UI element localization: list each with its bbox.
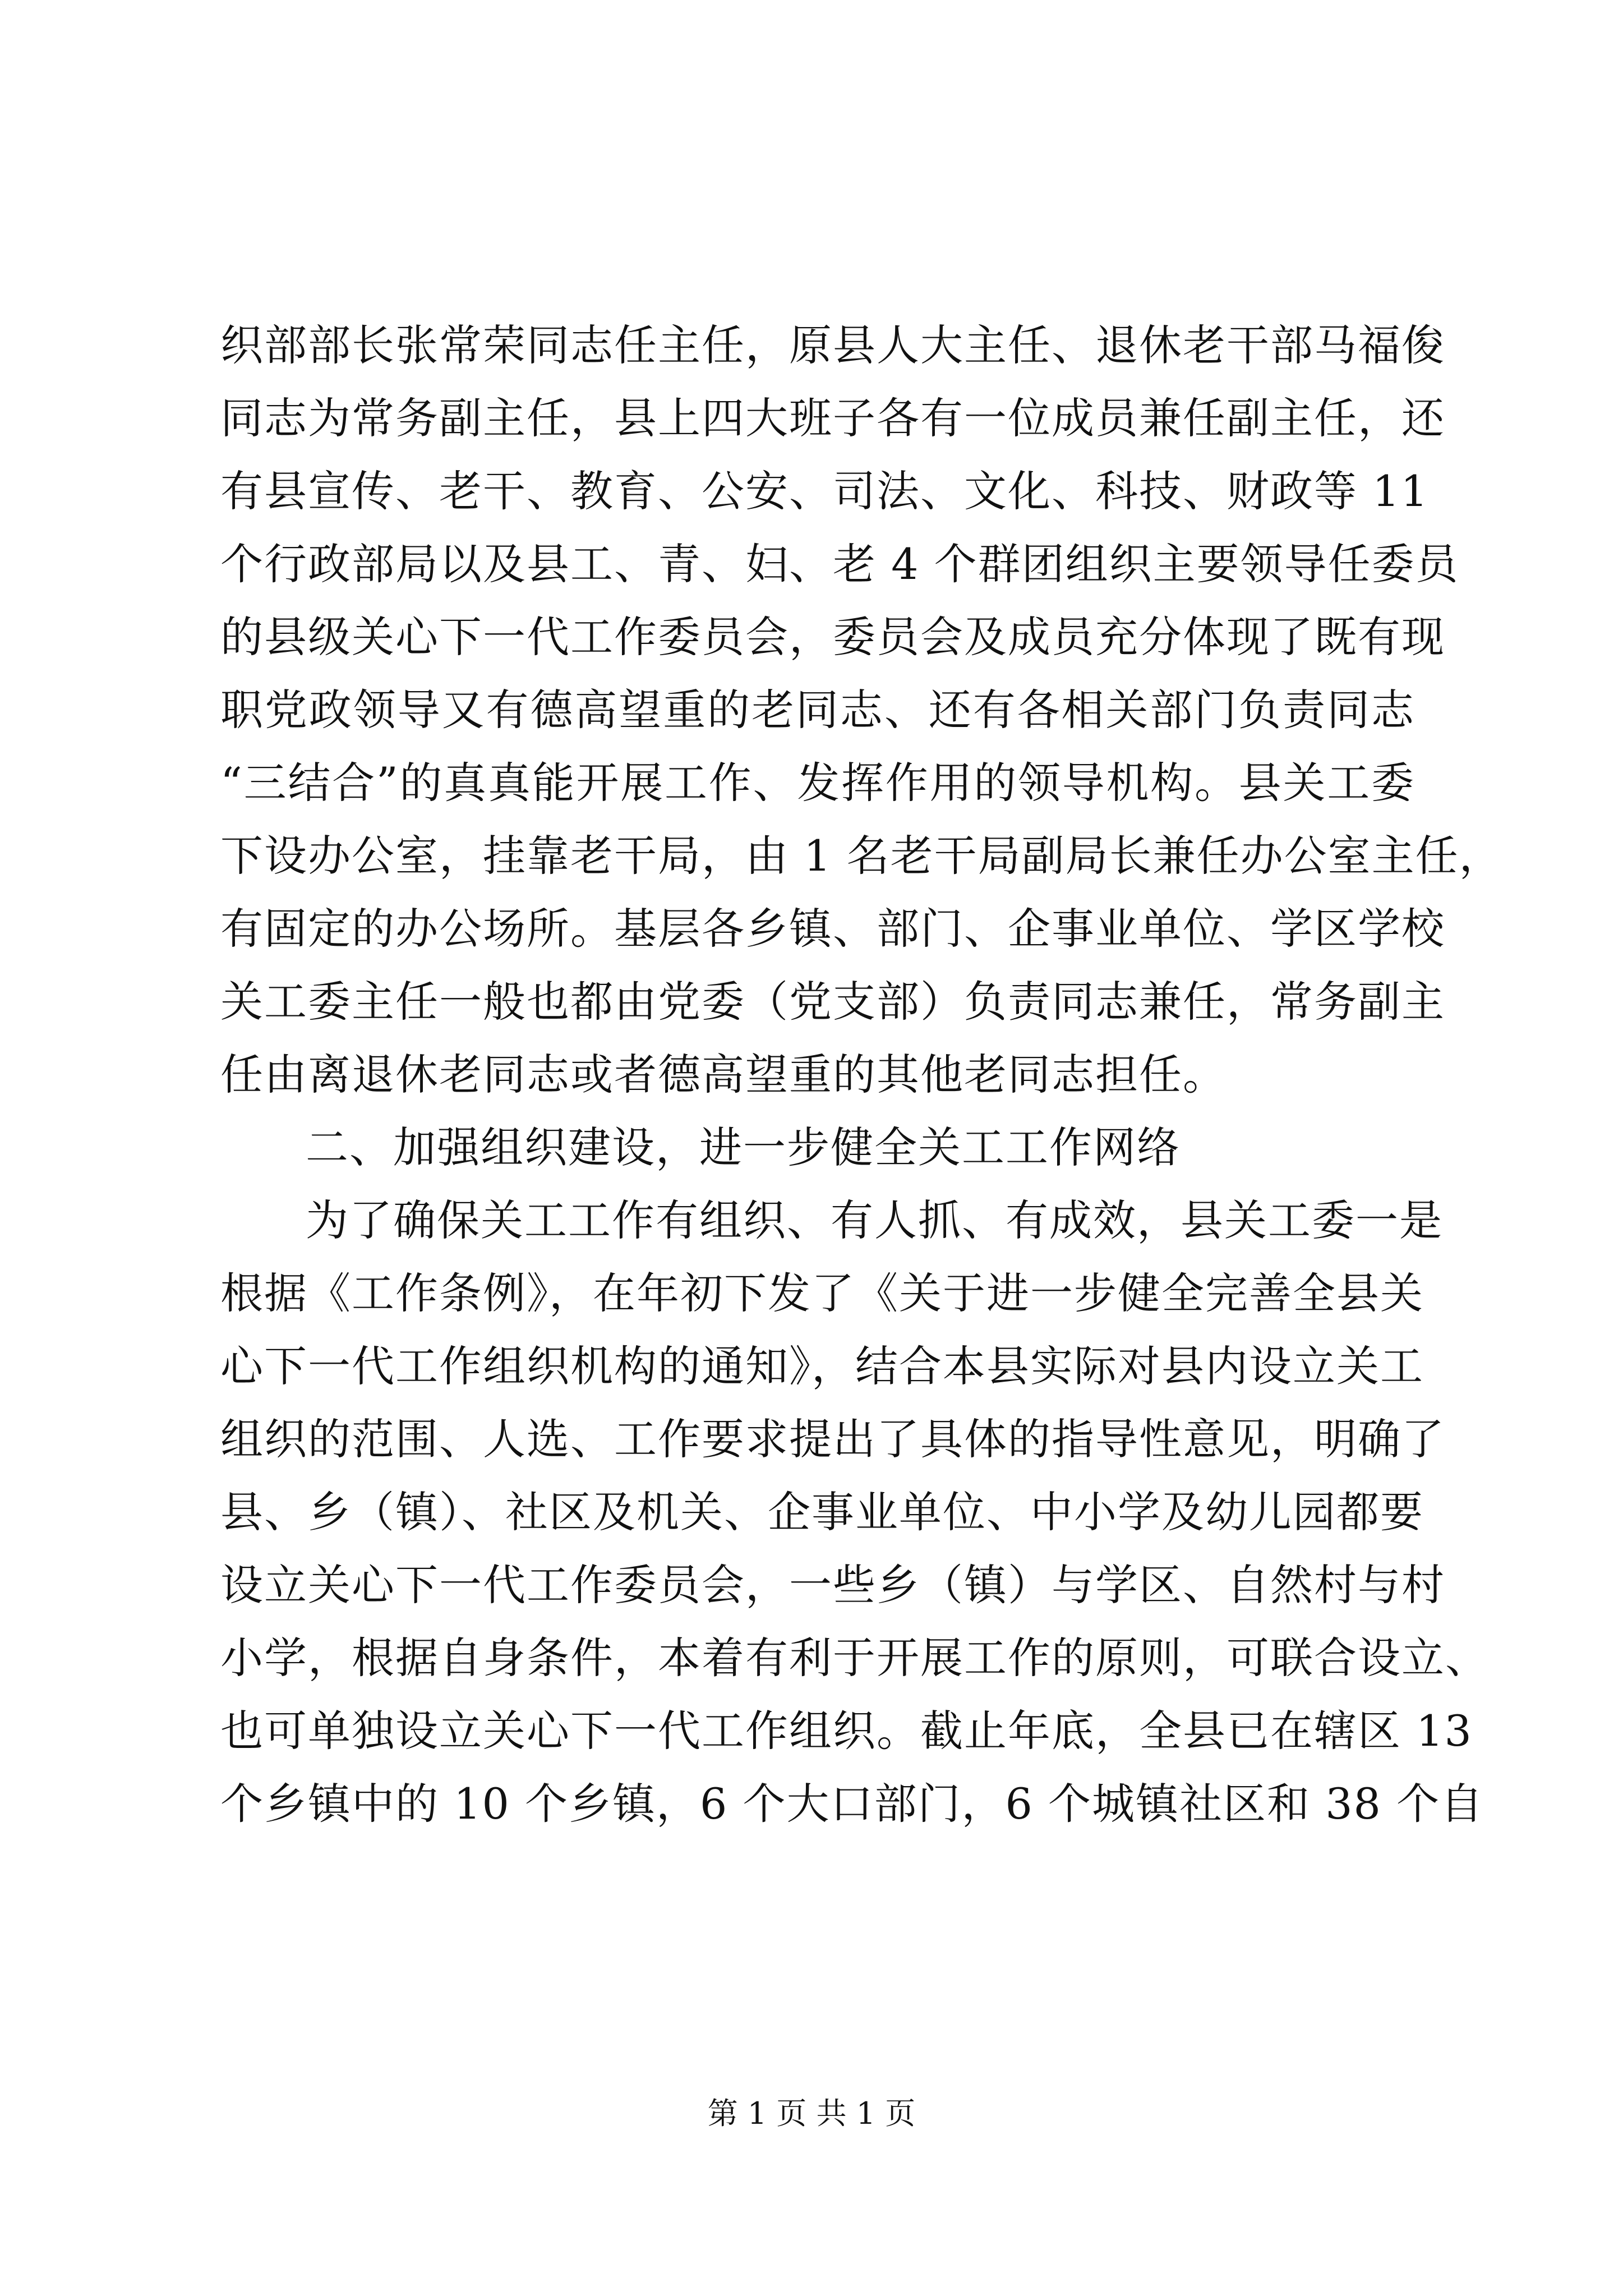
body-line-4: 个行政部局以及县工、青、妇、老 4 个群团组织主要领导任委员 bbox=[220, 539, 1459, 589]
body-line-2: 同志为常务副主任，县上四大班子各有一位成员兼任副主任，还 bbox=[220, 393, 1445, 443]
body-line-5: 的县级关心下一代工作委员会，委员会及成员充分体现了既有现 bbox=[220, 612, 1445, 662]
body-line-13: 为了确保关工工作有组织、有人抓、有成效，县关工委一是 bbox=[306, 1195, 1443, 1245]
body-line-1: 织部部长张常荣同志任主任，原县人大主任、退休老干部马福俊 bbox=[220, 320, 1445, 370]
body-line-14: 根据《工作条例》，在年初下发了《关于进一步健全完善全县关 bbox=[220, 1268, 1424, 1318]
body-line-11: 任由离退休老同志或者德高望重的其他老同志担任。 bbox=[220, 1050, 1227, 1099]
body-line-9: 有固定的办公场所。基层各乡镇、部门、企事业单位、学区学校 bbox=[220, 904, 1445, 954]
body-line-18: 设立关心下一代工作委员会，一些乡（镇）与学区、自然村与村 bbox=[220, 1560, 1445, 1610]
body-line-8: 下设办公室，挂靠老干局，由 1 名老干局副局长兼任办公室主任， bbox=[220, 831, 1503, 881]
body-line-15: 心下一代工作组织机构的通知》，结合本县实际对县内设立关工 bbox=[220, 1341, 1424, 1391]
body-line-3: 有县宣传、老干、教育、公安、司法、文化、科技、财政等 11 bbox=[220, 466, 1429, 516]
body-line-19: 小学，根据自身条件，本着有利于开展工作的原则，可联合设立、 bbox=[220, 1633, 1489, 1683]
body-line-16: 组织的范围、人选、工作要求提出了具体的指导性意见，明确了 bbox=[220, 1414, 1445, 1464]
body-line-7: “三结合”的真真能开展工作、发挥作用的领导机构。县关工委 bbox=[220, 758, 1415, 808]
body-line-21: 个乡镇中的 10 个乡镇，6 个大口部门，6 个城镇社区和 38 个自 bbox=[220, 1779, 1484, 1829]
body-line-20: 也可单独设立关心下一代工作组织。截止年底，全县已在辖区 13 bbox=[220, 1706, 1473, 1756]
page-footer: 第 1 页 共 1 页 bbox=[707, 2096, 916, 2131]
section-heading: 二、加强组织建设，进一步健全关工工作网络 bbox=[306, 1122, 1181, 1172]
body-line-17: 县、乡（镇）、社区及机关、企事业单位、中小学及幼儿园都要 bbox=[220, 1487, 1424, 1537]
body-line-10: 关工委主任一般也都由党委（党支部）负责同志兼任，常务副主 bbox=[220, 977, 1445, 1027]
body-line-6: 职党政领导又有德高望重的老同志、还有各相关部门负责同志 bbox=[220, 685, 1415, 735]
